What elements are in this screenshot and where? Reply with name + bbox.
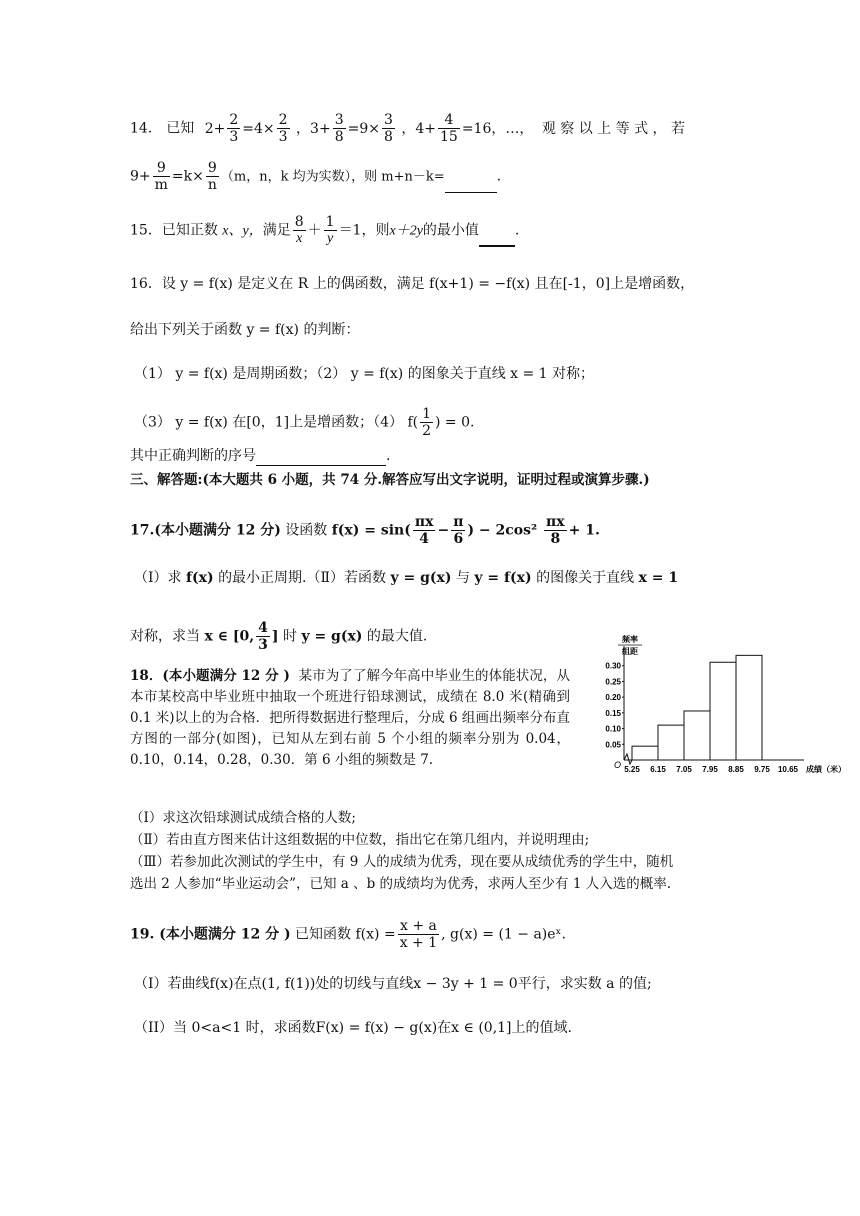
q14-eq3: ，4+ $\frac{4}{15}$ =16，…， [401, 112, 534, 145]
y-tick-label: 0.30 [605, 661, 621, 671]
frac: $\frac{1}{2}$ [422, 406, 432, 439]
q16-line2: 给出下列关于函数 y = f(x) 的判断： [130, 322, 360, 338]
axis-break [624, 754, 632, 764]
q14-eq1: 2+ $\frac{2}{3}$ =4× $\frac{2}{3}$ [204, 112, 288, 145]
histogram-bar [710, 662, 736, 760]
x-tick-label: 5.25 [624, 765, 640, 774]
histogram-bar [658, 725, 684, 760]
histogram-bar [684, 711, 710, 760]
frac: $\frac{2}{3}$ [278, 112, 288, 145]
histogram-bar [632, 746, 658, 760]
answer-blank [479, 245, 515, 247]
q18-part1: （Ⅰ）求这次铅球测试成绩合格的人数; [130, 810, 356, 826]
histogram-bar [736, 655, 762, 760]
answer-blank [445, 192, 497, 193]
frac: $\frac{9}{n}$ [207, 160, 217, 193]
q14-number: 14． [130, 120, 162, 137]
x-tick-label: 7.95 [702, 765, 718, 774]
frequency-histogram [600, 632, 846, 792]
q15-line: 15．已知正数 x、y，满足 $\frac{8}{x}$ ＋ $\frac{1}{y}$ ＝1，则x＋2y的最小值 . [130, 214, 520, 246]
q17-line1: 17.(本小题满分 12 分) 设函数 f(x) = sin( $\frac{\pi x}{4}$ − $\frac{\pi}{6}$ ) − 2cos² $\frac{\pi x}{8}$ + 1. [130, 514, 600, 547]
frac: $\frac{3}{8}$ [383, 112, 393, 145]
q14-pre: 已知 [166, 120, 195, 137]
q17-line2: （Ⅰ）求 f(x) 的最小正周期.（Ⅱ）若函数 y = g(x) 与 y = f(x) 的图像关于直线 x = 1 [134, 570, 679, 586]
origin-label: O [614, 760, 622, 770]
section-three-heading: 三、解答题:(本大题共 6 小题，共 74 分.解答应写出文字说明，证明过程或演算步骤.) [130, 472, 650, 488]
frac: $\frac{1}{y}$ [325, 214, 335, 246]
q16-line4: （3） y = f(x) 在[0，1]上是增函数；（4） f( $\frac{1}{2}$ ) = 0. [134, 406, 475, 439]
q14-observe: 观 察 以 上 等 式 ， 若 [541, 120, 685, 137]
frac: $\frac{2}{3}$ [229, 112, 239, 145]
y-tick-label: 0.15 [605, 708, 621, 718]
q16-line1: 16．设 y = f(x) 是定义在 R 上的偶函数，满足 f(x+1) = −f(x) 且在[-1，0]上是增函数， [130, 276, 695, 292]
frac: $\frac{\pi x}{4}$ [414, 514, 434, 547]
x-tick-label: 10.65 [777, 765, 799, 774]
x-tick-label: 6.15 [650, 765, 666, 774]
y-tick-label: 0.25 [605, 677, 621, 687]
frac: $\frac{x + a}{x + 1}$ [399, 918, 438, 951]
q14-eq2: ，3+ $\frac{3}{8}$ =9× $\frac{3}{8}$ [296, 112, 393, 145]
y-tick-label: 0.05 [605, 740, 621, 750]
frac: $\frac{4}{15}$ [440, 112, 458, 145]
frac: $\frac{9}{m}$ [154, 160, 168, 193]
y-axis-label-bottom: 组距 [622, 647, 638, 656]
q18-part4: 选出 2 人参加“毕业运动会”，已知 a 、b 的成绩均为优秀，求两人至少有 1 人入选的概率. [130, 876, 672, 892]
answer-blank [256, 465, 386, 466]
x-tick-label: 7.05 [676, 765, 692, 774]
x-tick-label: 8.85 [728, 765, 744, 774]
q19-line1: 19. (本小题满分 12 分 ) 已知函数 f(x) = $\frac{x + a}{x + 1}$ , g(x) = (1 − a)eˣ. [130, 918, 566, 951]
q18-body: 18．(本小题满分 12 分 ) 某市为了了解今年高中毕业生的体能状况，从本市某校高中毕业班中抽取一个班进行铅球测试，成绩在 8.0 米(精确到 0.1 米)以上的为合格．把所得数据进行整理后，分成 6 组画出频率分布直方图的一部分(如图)，已知从左到右前 5 个小组的频率分别为 0.04，0.10，0.14，0.28，0.30．第 6 小组的频数是 7. [130, 668, 570, 768]
q17-line3: 对称，求当 x ∈ [0, $\frac{4}{3}$ ] 时 y = g(x) 的最大值. [130, 620, 428, 653]
q19-part1: （I）若曲线f(x)在点(1, f(1))处的切线与直线x − 3y + 1 = 0平行，求实数 a 的值; [134, 976, 652, 992]
q18-part2: （Ⅱ）若由直方图来估计这组数据的中位数，指出它在第几组内，并说明理由; [130, 832, 590, 848]
frac: $\frac{\pi x}{8}$ [546, 514, 565, 547]
q19-part2: （II）当 0<a<1 时，求函数F(x) = f(x) − g(x)在x ∈ (0,1]上的值域. [134, 1020, 572, 1036]
q16-line3: （1） y = f(x) 是周期函数；（2） y = f(x) 的图象关于直线 x = 1 对称； [134, 366, 595, 382]
q16-line5: 其中正确判断的序号 . [130, 448, 391, 464]
x-axis-label: 成绩（米） [806, 765, 846, 774]
q18-part3: （Ⅲ）若参加此次测试的学生中，有 9 人的成绩为优秀，现在要从成绩优秀的学生中，随机 [130, 854, 674, 870]
frac: $\frac{\pi}{6}$ [453, 514, 464, 547]
frac: $\frac{3}{8}$ [334, 112, 344, 145]
frac: $\frac{8}{x}$ [294, 214, 304, 246]
q14-line2: 9+ $\frac{9}{m}$ =k× $\frac{9}{n}$ （m，n，k 均为实数），则 m+n－k= . [130, 160, 502, 193]
q14-line1 [130, 112, 685, 145]
y-tick-label: 0.20 [605, 693, 621, 703]
y-tick-label: 0.10 [605, 724, 621, 734]
frac: $\frac{4}{3}$ [258, 620, 268, 653]
x-tick-label: 9.75 [754, 765, 770, 774]
y-axis-label-top: 频率 [622, 635, 638, 644]
